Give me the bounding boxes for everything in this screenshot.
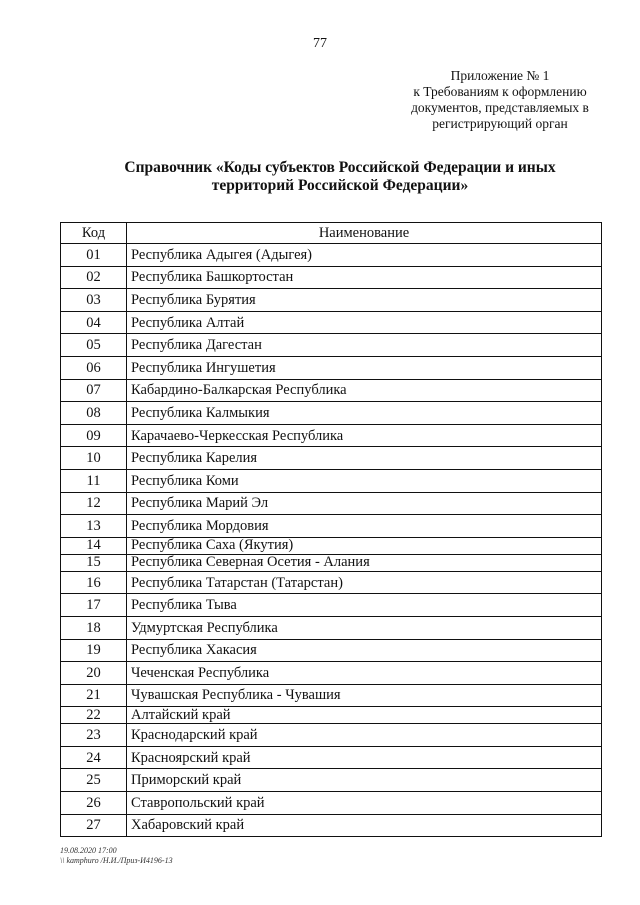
table-row: [61, 746, 602, 769]
region-code: 26: [61, 792, 127, 815]
region-name: Чеченская Республика: [127, 662, 602, 685]
table-row: [61, 402, 602, 425]
table-row: [61, 707, 602, 724]
table-row: [61, 662, 602, 685]
region-code: 06: [61, 356, 127, 379]
page-number: 77: [313, 36, 327, 51]
table-row: [61, 334, 602, 357]
table-row: [61, 515, 602, 538]
region-code: 02: [61, 266, 127, 289]
region-name: Республика Дагестан: [127, 334, 602, 357]
table-row: [61, 537, 602, 554]
table-row: [61, 289, 602, 312]
table-row: [61, 571, 602, 594]
appendix-line-3: документов, представляемых в: [411, 100, 589, 115]
region-name: Красноярский край: [127, 746, 602, 769]
region-code: 27: [61, 814, 127, 837]
appendix-line-4: регистрирующий орган: [432, 116, 568, 131]
table-row: [61, 492, 602, 515]
region-codes-table: [60, 222, 602, 837]
table-row: [61, 424, 602, 447]
table-row: [61, 554, 602, 571]
table-row: [61, 266, 602, 289]
region-name: Республика Адыгея (Адыгея): [127, 244, 602, 267]
region-code: 01: [61, 244, 127, 267]
region-name: Удмуртская Республика: [127, 616, 602, 639]
region-name: Республика Хакасия: [127, 639, 602, 662]
region-name: Кабардино-Балкарская Республика: [127, 379, 602, 402]
region-name: Краснодарский край: [127, 724, 602, 747]
column-header-code: Код: [61, 223, 127, 244]
region-code: 05: [61, 334, 127, 357]
region-code: 03: [61, 289, 127, 312]
region-name: Карачаево-Черкесская Республика: [127, 424, 602, 447]
region-code: 25: [61, 769, 127, 792]
region-code: 22: [61, 707, 127, 724]
region-name: Чувашская Республика - Чувашия: [127, 684, 602, 707]
region-name: Республика Марий Эл: [127, 492, 602, 515]
region-code: 11: [61, 469, 127, 492]
region-name: Республика Калмыкия: [127, 402, 602, 425]
region-name: Республика Северная Осетия - Алания: [127, 554, 602, 571]
region-code: 08: [61, 402, 127, 425]
table-row: [61, 447, 602, 470]
region-name: Республика Бурятия: [127, 289, 602, 312]
region-name: Республика Татарстан (Татарстан): [127, 571, 602, 594]
region-code: 09: [61, 424, 127, 447]
appendix-line-1: Приложение № 1: [450, 68, 550, 83]
column-header-name: Наименование: [127, 223, 602, 244]
document-footer: [60, 846, 173, 866]
region-code: 07: [61, 379, 127, 402]
region-name: Хабаровский край: [127, 814, 602, 837]
table-row: [61, 769, 602, 792]
region-name: Республика Алтай: [127, 311, 602, 334]
region-code: 04: [61, 311, 127, 334]
appendix-note: [400, 68, 600, 132]
table-row: [61, 311, 602, 334]
table-row: [61, 684, 602, 707]
table-row: [61, 356, 602, 379]
region-name: Республика Мордовия: [127, 515, 602, 538]
document-title: [40, 159, 640, 195]
table-row: [61, 616, 602, 639]
footer-file-reference: \\ kamphuro /Н.И./Приз-И4196-13: [60, 856, 173, 865]
region-code: 13: [61, 515, 127, 538]
table-row: [61, 244, 602, 267]
region-code: 21: [61, 684, 127, 707]
table-row: [61, 594, 602, 617]
region-name: Республика Саха (Якутия): [127, 537, 602, 554]
region-name: Приморский край: [127, 769, 602, 792]
document-title-line-2: территорий Российской Федерации»: [211, 177, 469, 194]
region-name: Республика Башкортостан: [127, 266, 602, 289]
region-code: 15: [61, 554, 127, 571]
region-name: Ставропольский край: [127, 792, 602, 815]
region-code: 12: [61, 492, 127, 515]
document-title-line-1: Справочник «Коды субъектов Российской Федерации и иных: [124, 159, 556, 176]
region-name: Алтайский край: [127, 707, 602, 724]
region-code: 19: [61, 639, 127, 662]
table-row: [61, 469, 602, 492]
region-name: Республика Тыва: [127, 594, 602, 617]
table-row: [61, 639, 602, 662]
region-code: 16: [61, 571, 127, 594]
table-row: [61, 724, 602, 747]
footer-timestamp: 19.08.2020 17:00: [60, 846, 117, 855]
region-name: Республика Ингушетия: [127, 356, 602, 379]
appendix-line-2: к Требованиям к оформлению: [413, 84, 587, 99]
region-code: 20: [61, 662, 127, 685]
table-row: [61, 814, 602, 837]
region-name: Республика Карелия: [127, 447, 602, 470]
region-code: 18: [61, 616, 127, 639]
table-row: [61, 379, 602, 402]
region-code: 17: [61, 594, 127, 617]
region-code: 23: [61, 724, 127, 747]
region-code: 24: [61, 746, 127, 769]
region-code: 14: [61, 537, 127, 554]
region-name: Республика Коми: [127, 469, 602, 492]
region-code: 10: [61, 447, 127, 470]
table-row: [61, 792, 602, 815]
